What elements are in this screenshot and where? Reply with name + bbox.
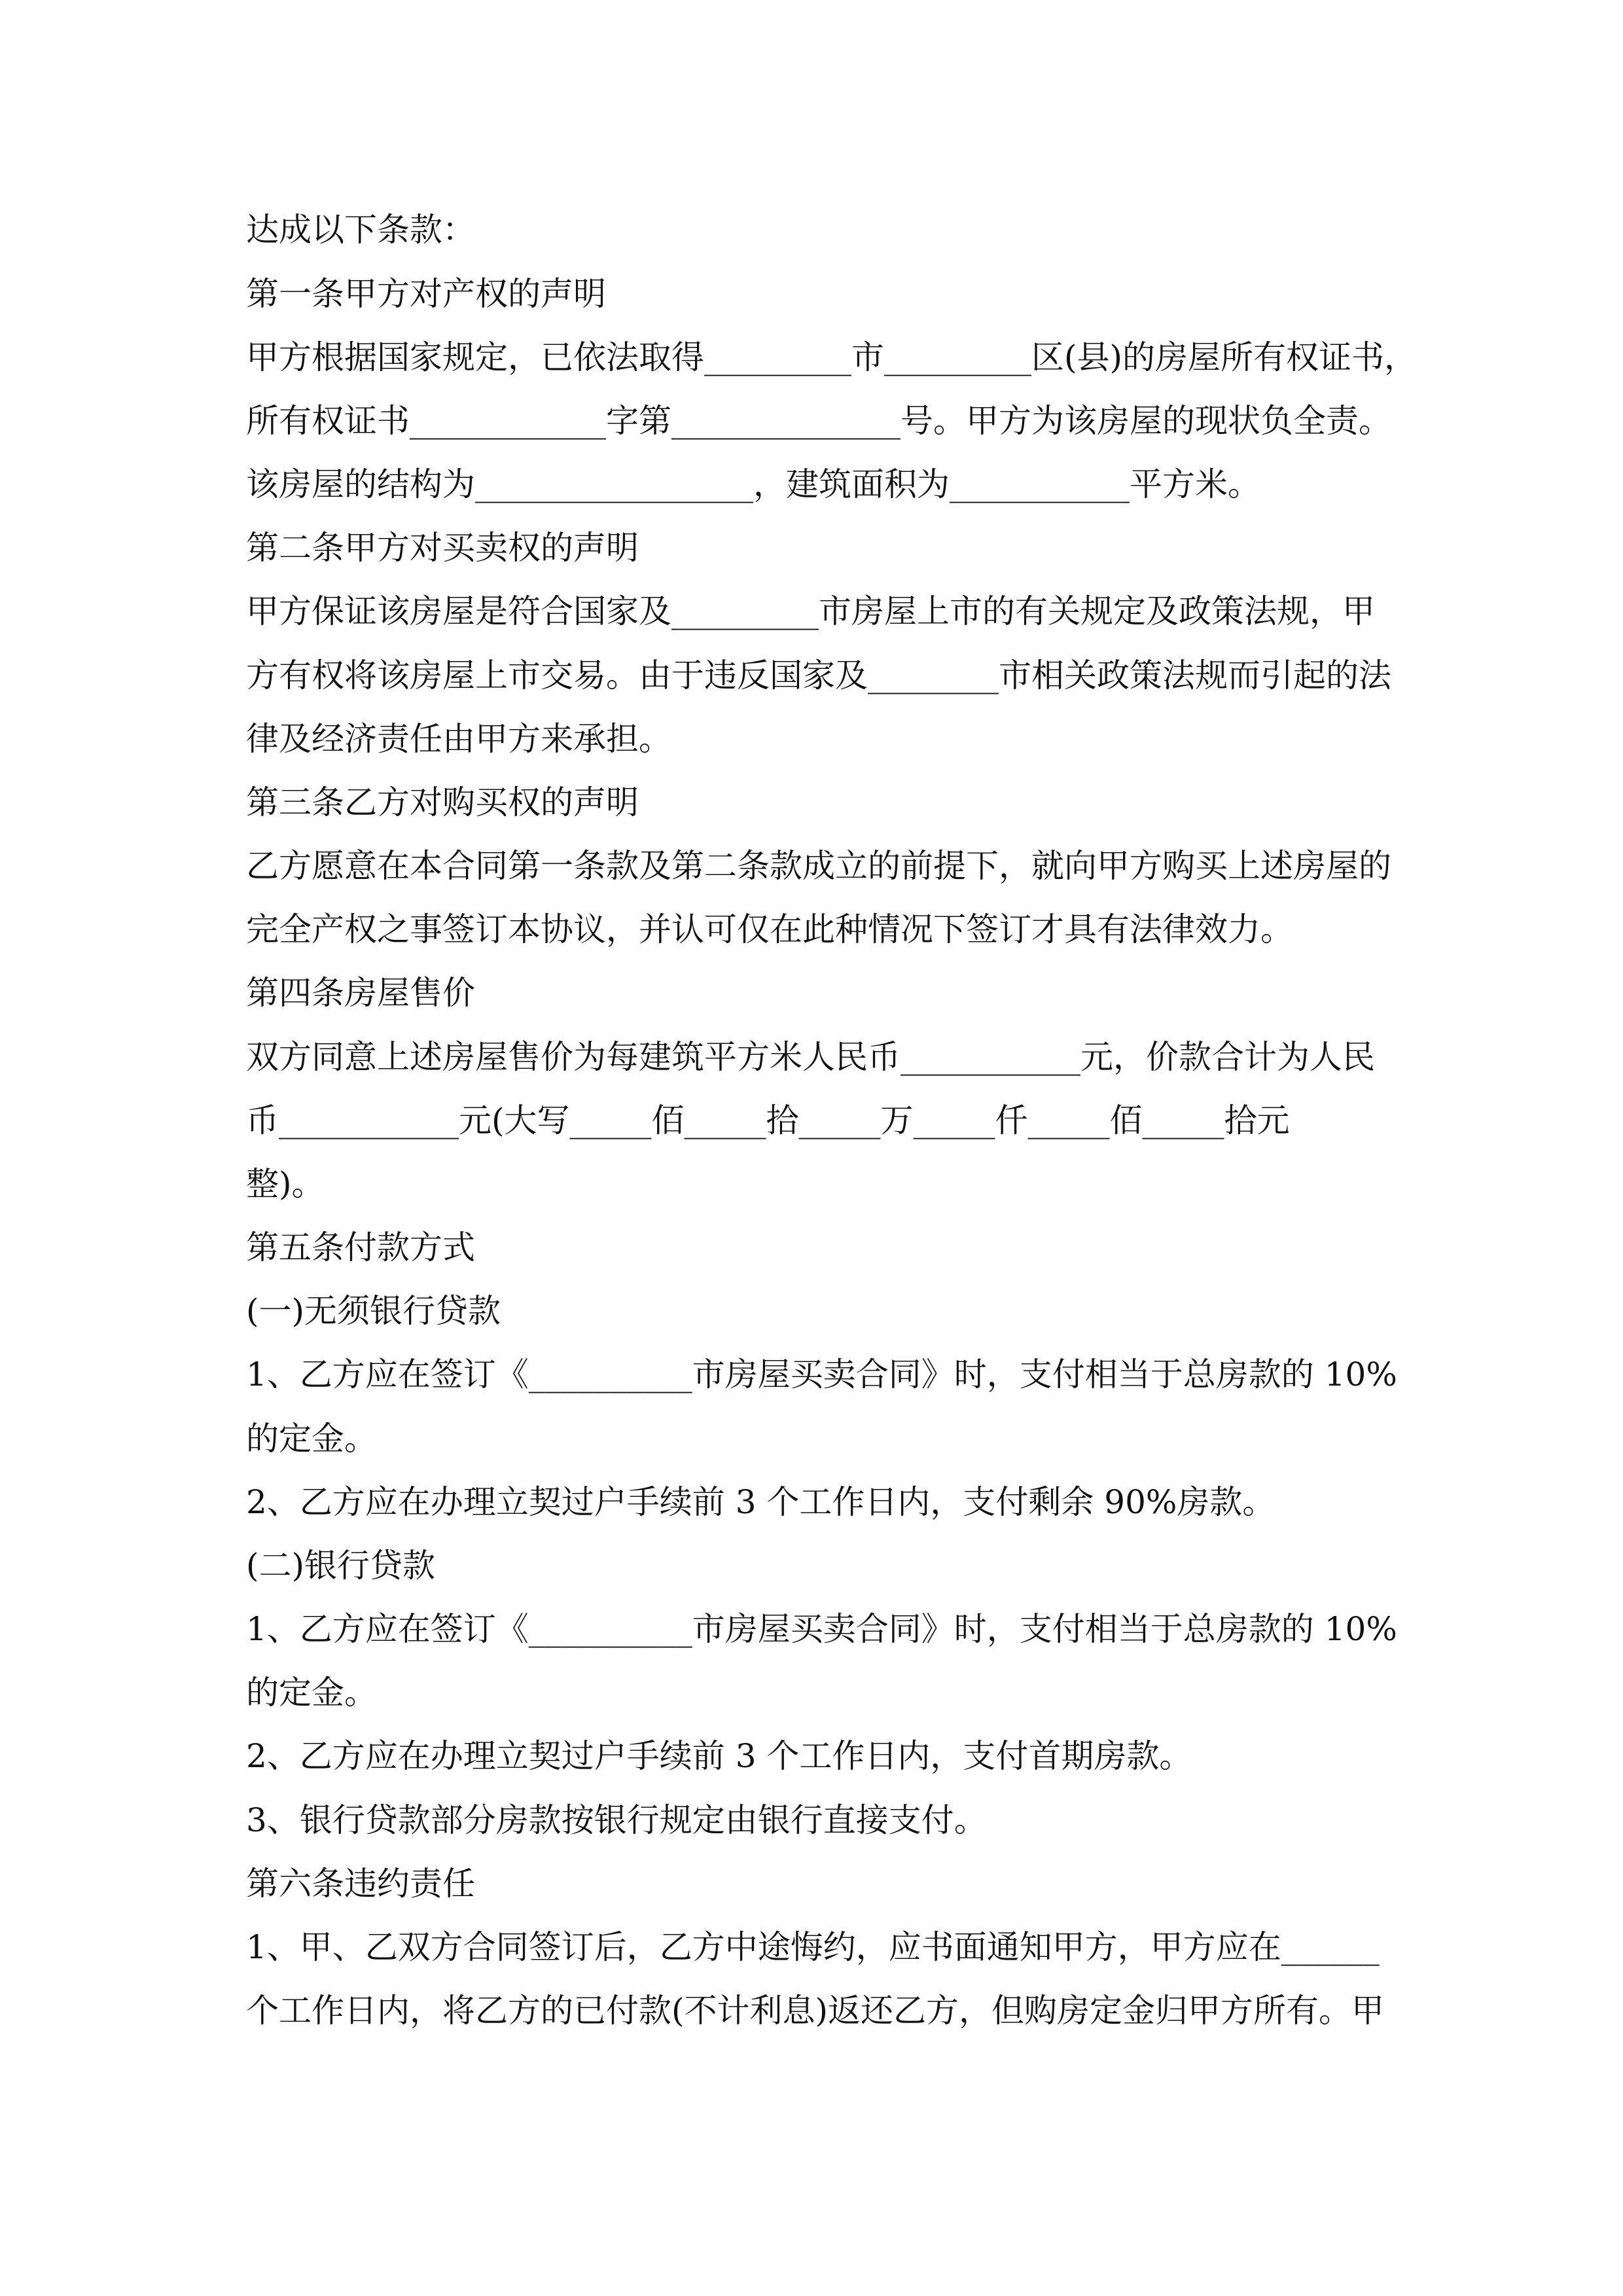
text-line: 3、银行贷款部分房款按银行规定由银行直接支付。 bbox=[246, 1801, 987, 1839]
text-line: 的定金。 bbox=[246, 1420, 377, 1458]
text-line: 甲方根据国家规定，已依法取得_________市_________区(县)的房屋所有权证书， bbox=[246, 338, 1418, 376]
text-line: 币___________元(大写_____佰_____拾_____万_____仟_____佰_____拾元 bbox=[246, 1102, 1290, 1139]
text-line: 1、乙方应在签订《__________市房屋买卖合同》时，支付相当于总房款的 10% bbox=[246, 1610, 1397, 1648]
section-heading: 第四条房屋售价 bbox=[246, 974, 475, 1012]
text-line: 所有权证书____________字第______________号。甲方为该房屋的现状负全责。 bbox=[246, 402, 1391, 440]
subsection-heading: (二)银行贷款 bbox=[246, 1547, 436, 1585]
text-line: 整)。 bbox=[246, 1165, 325, 1203]
section-heading: 第二条甲方对买卖权的声明 bbox=[246, 529, 639, 567]
text-line: 完全产权之事签订本协议，并认可仅在此种情况下签订才具有法律效力。 bbox=[246, 910, 1293, 948]
section-heading: 第五条付款方式 bbox=[246, 1229, 475, 1266]
text-line: 1、乙方应在签订《__________市房屋买卖合同》时，支付相当于总房款的 10% bbox=[246, 1355, 1397, 1393]
section-heading: 第三条乙方对购买权的声明 bbox=[246, 783, 639, 821]
text-line: 2、乙方应在办理立契过户手续前 3 个工作日内，支付剩余 90%房款。 bbox=[246, 1483, 1275, 1521]
text-line: 甲方保证该房屋是符合国家及_________市房屋上市的有关规定及政策法规，甲 bbox=[246, 592, 1375, 630]
section-heading: 第一条甲方对产权的声明 bbox=[246, 275, 606, 313]
text-line: 达成以下条款： bbox=[246, 211, 475, 249]
text-line: 1、甲、乙双方合同签订后，乙方中途悔约，应书面通知甲方，甲方应在______ bbox=[246, 1928, 1380, 1966]
text-line: 律及经济责任由甲方来承担。 bbox=[246, 720, 671, 758]
section-heading: 第六条违约责任 bbox=[246, 1865, 475, 1903]
text-line: 乙方愿意在本合同第一条款及第二条款成立的前提下，就向甲方购买上述房屋的 bbox=[246, 847, 1391, 885]
text-line: 该房屋的结构为_________________，建筑面积为___________平方米。 bbox=[246, 465, 1260, 503]
subsection-heading: (一)无须银行贷款 bbox=[246, 1292, 501, 1330]
text-line: 的定金。 bbox=[246, 1674, 377, 1712]
text-line: 2、乙方应在办理立契过户手续前 3 个工作日内，支付首期房款。 bbox=[246, 1737, 1192, 1775]
text-line: 个工作日内，将乙方的已付款(不计利息)返还乙方，但购房定金归甲方所有。甲 bbox=[246, 1992, 1385, 2030]
text-line: 方有权将该房屋上市交易。由于违反国家及________市相关政策法规而引起的法 bbox=[246, 656, 1391, 694]
text-line: 双方同意上述房屋售价为每建筑平方米人民币___________元，价款合计为人民 bbox=[246, 1038, 1375, 1076]
